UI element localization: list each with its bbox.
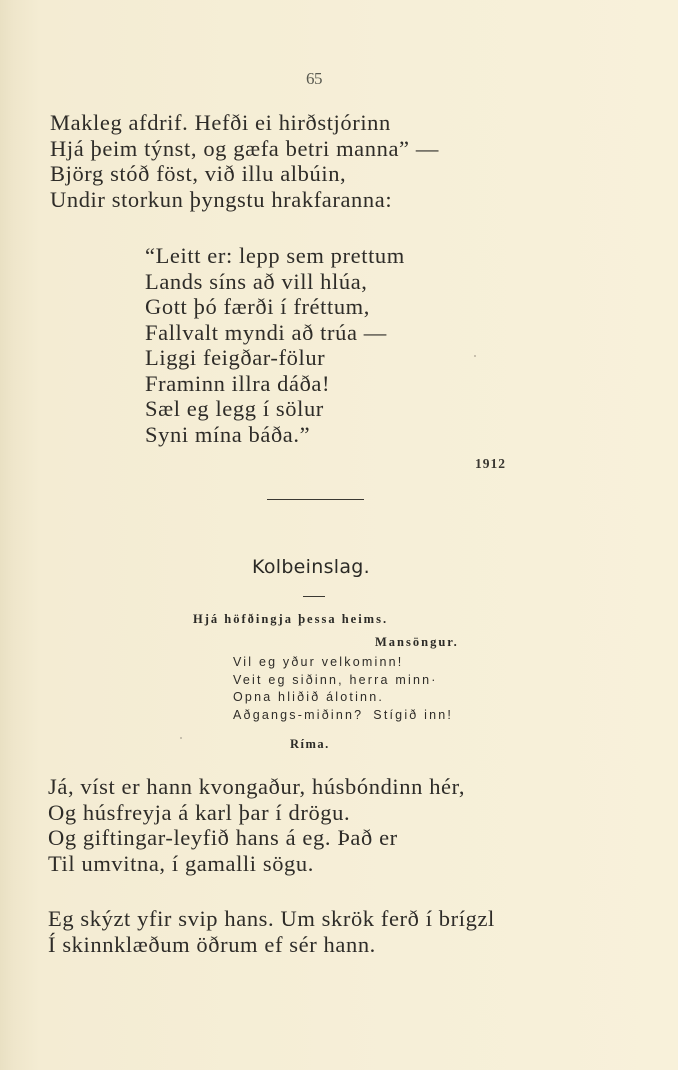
verse-line: Og giftingar-leyfið hans á eg. Það er [48,825,398,850]
verse-line: Fallvalt myndi að trúa — [145,319,387,345]
poem-1-stanza-1 [50,110,439,212]
verse-line: Undir storkun þyngstu hrakfaranna: [50,186,393,212]
page-number: 65 [306,69,322,88]
verse-line: Og húsfreyja á karl þar í drögu. [48,799,351,825]
verse-fragment: Stígið inn! [373,707,454,722]
verse-line: “Leitt er: lepp sem prettum [145,243,405,268]
section-divider [267,499,364,500]
verse-line: Veit eg siðinn, herra minn· [233,672,438,687]
verse-line: Liggi feigðar-fölur [145,345,326,370]
paper-speck [474,355,476,357]
verse-line: Framinn illra dáða! [145,370,331,396]
verse-line: Í skinnklæðum öðrum ef sér hann. [48,931,376,957]
verse-line: Björg stóð föst, við illu albúin, [50,161,347,186]
rima-stanza-1 [48,774,465,876]
rima-heading: Ríma. [290,737,330,751]
paper-speck [180,737,182,739]
poem-date: 1912 [475,456,506,471]
title-underline [303,596,325,597]
verse-line: Opna hliðið álotinn. [233,690,385,704]
verse-line: Makleg afdrif. Hefði ei hirðstjórinn [50,110,391,135]
rima-stanza-2 [48,906,495,957]
verse-line: Sæl eg legg í sölur [145,396,324,421]
mansongur-heading: Mansöngur. [375,635,459,649]
verse-line: Vil eg yður velkominn! [233,655,404,669]
verse-line: Til umvitna, í gamalli sögu. [48,850,314,876]
verse-line: Já, víst er hann kvongaður, húsbóndinn hér, [48,774,466,799]
mansongur-stanza [233,654,453,724]
verse-line: Hjá þeim týnst, og gæfa betri manna” — [50,135,439,161]
poem-title: Kolbeinslag. [252,556,371,578]
poem-1-stanza-2 [145,243,405,447]
verse-line: Syni mína báða.” [145,421,311,447]
verse-line: Lands síns að vill hlúa, [145,268,368,294]
verse-fragment: Aðgangs-miðinn? [233,707,364,722]
verse-line [233,707,453,725]
scene-heading: Hjá höfðingja þessa heims. [193,612,389,626]
verse-line: Gott þó færði í fréttum, [145,294,370,319]
verse-line: Eg skýzt yfir svip hans. Um skrök ferð í brígzl [48,906,495,931]
